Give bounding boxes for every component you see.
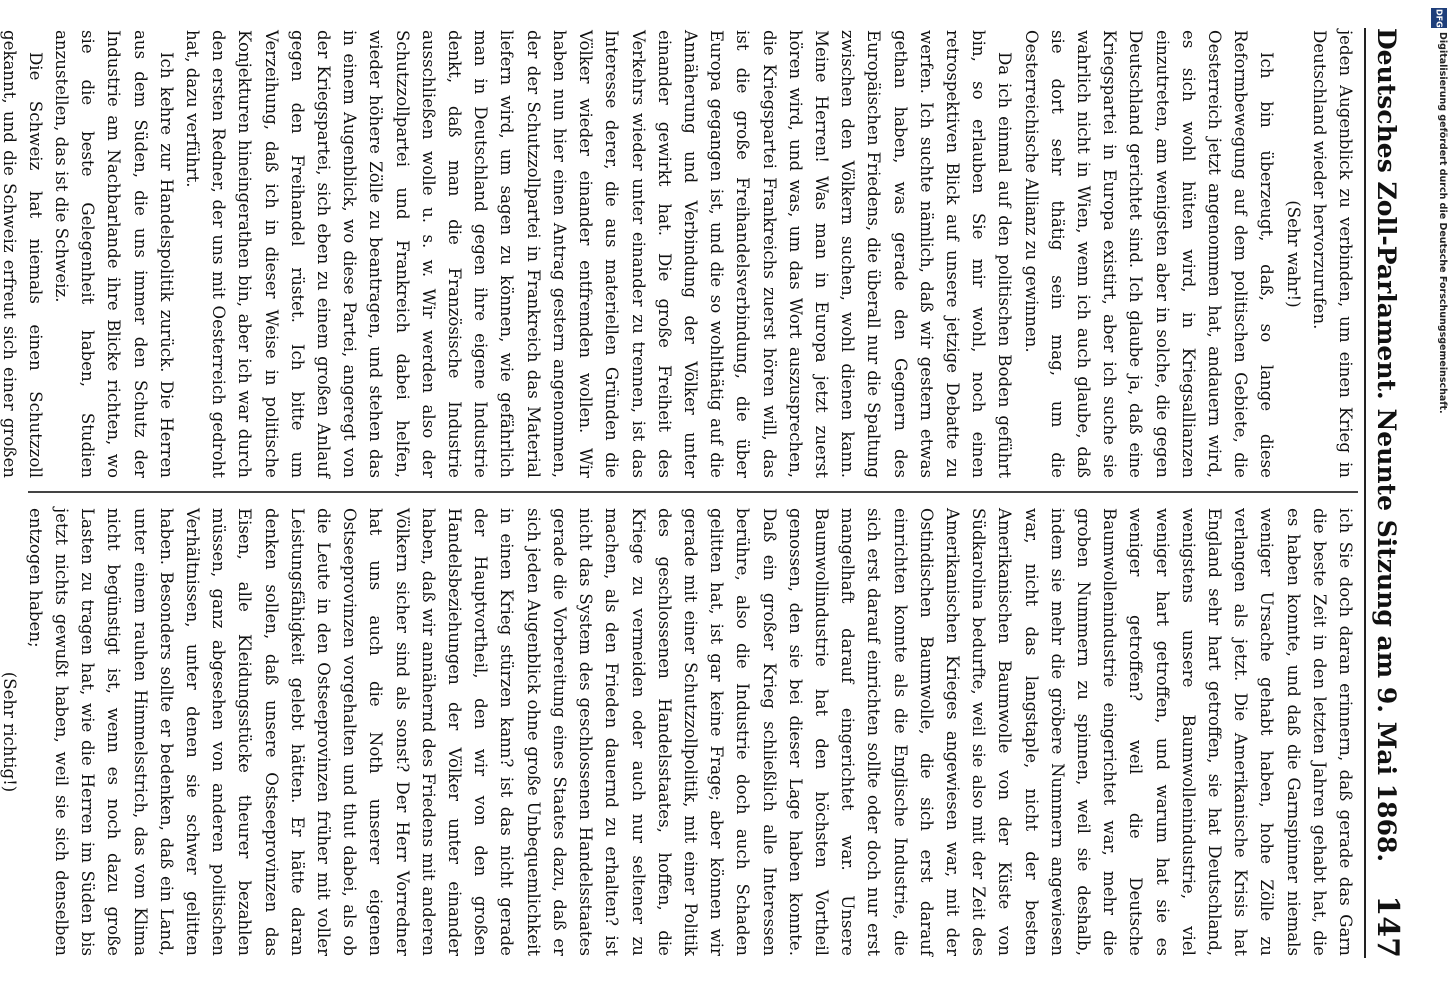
interjection: (Sehr wahr!)	[1283, 200, 1303, 308]
dfg-logo: DFG	[1431, 8, 1447, 28]
right-text-column	[0, 508, 1358, 956]
page-number: 147	[1370, 895, 1405, 958]
paragraph: Die Schweiz hat niemals einen Schutzzoll gekannt, und die Schweiz erfreut sich einer großen	[0, 30, 45, 478]
paragraph: Ich bin überzeugt, daß, so lange diese Reformbewegung auf dem politischen Gebiete, die Oesterreich jetzt angenommen hat, andauern wird, es sich wohl hüten wird, in Kriegsallianzen einzutreten, am wenigsten aber in solche, die gegen Deutschland gerichtet sind. Ich glaube ja, daß eine Kriegspartei in Europa existirt, aber ich suche sie wahrlich nicht in Wien, wenn ich auch glaube, daß sie dort sehr thätig sein mag, um die Oesterreichische Allianz zu gewinnen.	[1021, 30, 1277, 478]
digitization-credit	[1430, 6, 1448, 1002]
page-header	[1364, 28, 1408, 958]
digitization-note: Digitalisierung gefördert durch die Deutsche Forschungsgemeinschaft.	[1437, 32, 1448, 414]
interjection: (Sehr richtig!)	[0, 671, 19, 793]
paragraph: jeden Augenblick zu verbinden, um einen Krieg in Deutschland wieder hervorzurufen.	[1309, 30, 1355, 478]
paragraph: ich Sie doch daran erinnern, daß gerade das Garn die beste Zeit in den letzten Jahren gehabt hat, die es haben konnte, und daß die Garnspinner niemals weniger Ursache gehabt haben, hohe Zölle zu verlangen als jetzt. Die Amerikanische Krisis hat England sehr hart getroffen, sie hat Deutschland, wenigstens unsere Baumwollenindustrie, viel weniger hart getroffen, und warum hat sie es weniger getroffen? weil die Deutsche Baumwollenindustrie eingerichtet war, mehr die groben Nummern zu spinnen, weil sie deshalb, indem sie mehr die gröbere Nummern angewiesen war, nicht das langstaple, nicht der besten Amerikanischen Baumwolle von der Küste von Südkarolina bedurfte, weil sie also mit der Zeit des Amerikanischen Krieges angewiesen war, mit der Ostindischen Baumwolle, die sich erst darauf einrichten konnte als die Englische Industrie, die sich erst darauf einrichten sollte oder doch nur erst mangelhaft darauf eingerichtet war. Unsere Baumwollindustrie hat den höchsten Vortheil genossen, den sie bei dieser Lage haben konnte. Daß ein großer Krieg schließlich alle Interessen berühre, also die Industrie doch auch Schaden gelitten hat, ist gar keine Frage; aber können wir gerade mit einer Schutzzollpolitik, mit einer Politik des geschlossenen Handelsstaates, hoffen, die Kriege zu vermeiden oder auch nur seltener zu machen, als den Frieden dauernd zu erhalten? ist nicht das System des geschlossenen Handelsstaates gerade die Vorbereitung eines Staates dazu, daß er sich jeden Augenblick ohne große Unbequemlichkeit in einen Krieg stürzen kann? ist das nicht gerade der Hauptvortheil, den wir von den großen Handelsbeziehungen der Völker unter einander haben, daß wir annähernd des Friedens mit anderen Völkern sicher sind als sonst? Der Herr Vorredner hat uns auch die Noth unserer eigenen Ostseeprovinzen vorgehalten und thut dabei, als ob die Leute in den Ostseeprovinzen früher mit voller Leistungsfähigkeit gelebt hätten. Er hätte daran denken sollen, daß unsere Ostseeprovinzen das Eisen, alle Kleidungsstücke theurer bezahlen müssen, ganz abgesehen von anderen politischen Verhältnissen, unter denen sie schwer gelitten haben. Besonders sollte er bedenken, daß ein Land, unter einem rauhen Himmelsstrich, das vom Klima nicht begünstigt ist, wenn es noch dazu große Lasten zu tragen hat, wie die Herren im Süden bis jetzt nichts gewußt haben, weil sie sich denselben entzogen haben;	[25, 508, 1355, 956]
column-divider	[28, 491, 1358, 493]
paragraph: Da ich einmal auf den politischen Boden geführt bin, so erlauben Sie mir wohl, noch einen retrospektiven Blick auf unsere jetzige Debatte zu werfen. Ich suchte nämlich, daß wir gestern etwas gethan haben, was gerade den Gegnern des Europäischen Friedens, die überall nur die Spaltung zwischen den Völkern suchen, wohl dienen kann. Meine Herren! Was man in Europa jetzt zuerst hören wird, und was, um das Wort auszusprechen, die Kriegspartei Frankreichs zuerst hören will, das ist die große Freihandelsverbindung, die über Europa gegangen ist, und die so wohlthätig auf die Annäherung und Verbindung der Völker unter einander gewirkt hat. Die große Freiheit des Verkehrs wieder unter einander zu trennen, ist das Interesse derer, die aus materiellen Gründen die Völker wieder einander entfremden wollen. Wir haben nun hier einen Antrag gestern angenommen, der der Schutzzollpartei in Frankreich das Material liefern wird, um sagen zu können, wie gefährlich man in Deutschland gegen ihre eigene Industrie denkt, daß man die Französische Industrie ausschließen wolle u. s. w. Wir werden also der Schutzzollpartei und Frankreich dabei helfen, wieder höhere Zölle zu beantragen, und stehen das in einem Augenblick, wo diese Partei, angeregt von der Kriegspartei, sich eben zu einem großen Anlauf gegen den Freihandel rüstet. Ich bitte um Verzeihung, daß ich in dieser Weise in politische Konjekturen hineingerathen bin, aber ich war durch den ersten Redner, der uns mit Oesterreich gedroht hat, dazu verführt.	[183, 30, 1015, 478]
running-title: Deutsches Zoll-Parlament. Neunte Sitzung am 9. Mai 1868.	[1372, 28, 1401, 863]
left-text-column	[0, 30, 1358, 478]
paragraph: Ich kehre zur Handelspolitik zurück. Die Herren aus dem Süden, die uns immer den Schutz der Industrie am Nachbarlande ihre Blicke richten, wo sie die beste Gelegenheit haben, Studien anzustellen, das ist die Schweiz.	[52, 30, 176, 478]
